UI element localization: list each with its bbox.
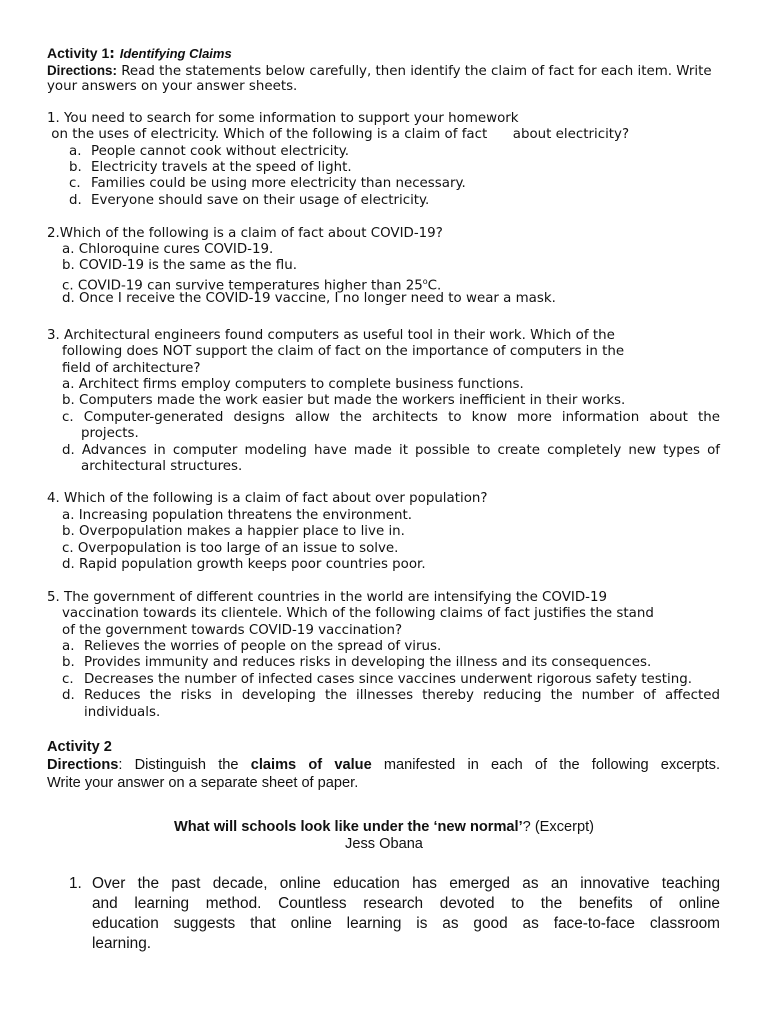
activity2-directions-cont: Write your answer on a separate sheet of paper. xyxy=(47,775,359,791)
q1-option-d: d. Everyone should save on their usage of electricity. xyxy=(69,193,430,208)
q2-line1: 2.Which of the following is a claim of fact about COVID-19? xyxy=(47,226,443,241)
activity1-directions: Directions: Read the statements below carefully, then identify the claim of fact for each item. Write xyxy=(47,63,712,79)
q4-option-b: b. Overpopulation makes a happier place to live in. xyxy=(62,524,405,539)
activity1-directions-cont: your answers on your answer sheets. xyxy=(47,79,298,94)
q2-option-c: c. COVID-19 can survive temperatures higher than 25$^o$C. xyxy=(62,277,442,294)
excerpt-item-line2: and learning method. Countless research devoted to the benefits of online xyxy=(92,895,720,912)
excerpt-item-number: 1. xyxy=(69,875,82,892)
q2-option-b: b. COVID-19 is the same as the flu. xyxy=(62,258,297,273)
q3-option-d: d. Advances in computer modeling have made it possible to create completely new types of xyxy=(62,443,720,458)
q3-option-c: c. Computer-generated designs allow the architects to know more information about the xyxy=(62,410,720,425)
q5-line3: of the government towards COVID-19 vaccination? xyxy=(62,623,403,638)
q5-option-d-cont: individuals. xyxy=(84,705,161,720)
q1-line1: 1. You need to search for some information to support your homework xyxy=(47,111,519,126)
q5-line2: vaccination towards its clientele. Which of the following claims of fact justifies the stand xyxy=(62,606,654,621)
q5-option-a: a. Relieves the worries of people on the spread of virus. xyxy=(62,639,442,654)
q4-option-c: c. Overpopulation is too large of an issue to solve. xyxy=(62,541,399,556)
q5-option-d: d. Reduces the risks in developing the illnesses thereby reducing the number of affected xyxy=(62,688,720,703)
q4-line1: 4. Which of the following is a claim of fact about over population? xyxy=(47,491,488,506)
excerpt-item-line3: education suggests that online learning is as good as face-to-face classroom xyxy=(92,915,720,932)
q1-line2: on the uses of electricity. Which of the following is a claim of fact about electricity? xyxy=(47,127,630,142)
article-author: Jess Obana xyxy=(345,836,423,852)
q2-option-a: a. Chloroquine cures COVID-19. xyxy=(62,242,274,257)
q2-option-d: d. Once I receive the COVID-19 vaccine, I no longer need to wear a mask. xyxy=(62,291,556,306)
q5-option-b: b. Provides immunity and reduces risks in developing the illness and its consequences. xyxy=(62,655,652,670)
q3-option-c-cont: projects. xyxy=(81,426,139,441)
q3-option-b: b. Computers made the work easier but made the workers inefficient in their works. xyxy=(62,393,626,408)
q4-option-a: a. Increasing population threatens the environment. xyxy=(62,508,412,523)
article-title: What will schools look like under the ‘new normal’? (Excerpt) xyxy=(173,819,595,835)
q3-option-d-cont: architectural structures. xyxy=(81,459,243,474)
q3-option-a: a. Architect firms employ computers to complete business functions. xyxy=(62,377,524,392)
q1-option-a: a. People cannot cook without electricity. xyxy=(69,144,349,159)
excerpt-item-line1: Over the past decade, online education has emerged as an innovative teaching xyxy=(92,875,720,892)
q3-line1: 3. Architectural engineers found computers as useful tool in their work. Which of the xyxy=(47,328,615,343)
q1-option-c: c. Families could be using more electricity than necessary. xyxy=(69,176,466,191)
q5-option-c: c. Decreases the number of infected cases since vaccines underwent rigorous safety testing. xyxy=(62,672,692,687)
q3-line3: field of architecture? xyxy=(62,361,201,376)
excerpt-item-line4: learning. xyxy=(92,935,152,952)
q3-line2: following does NOT support the claim of fact on the importance of computers in the xyxy=(62,344,625,359)
activity2-directions: Directions: Distinguish the claims of value manifested in each of the following excerpts. xyxy=(47,757,720,773)
activity1-title: Activity 1: Identifying Claims xyxy=(47,45,232,62)
q5-line1: 5. The government of different countries in the world are intensifying the COVID-19 xyxy=(47,590,608,605)
activity2-title: Activity 2 xyxy=(47,739,112,755)
q4-option-d: d. Rapid population growth keeps poor countries poor. xyxy=(62,557,426,572)
q1-option-b: b. Electricity travels at the speed of light. xyxy=(69,160,352,175)
